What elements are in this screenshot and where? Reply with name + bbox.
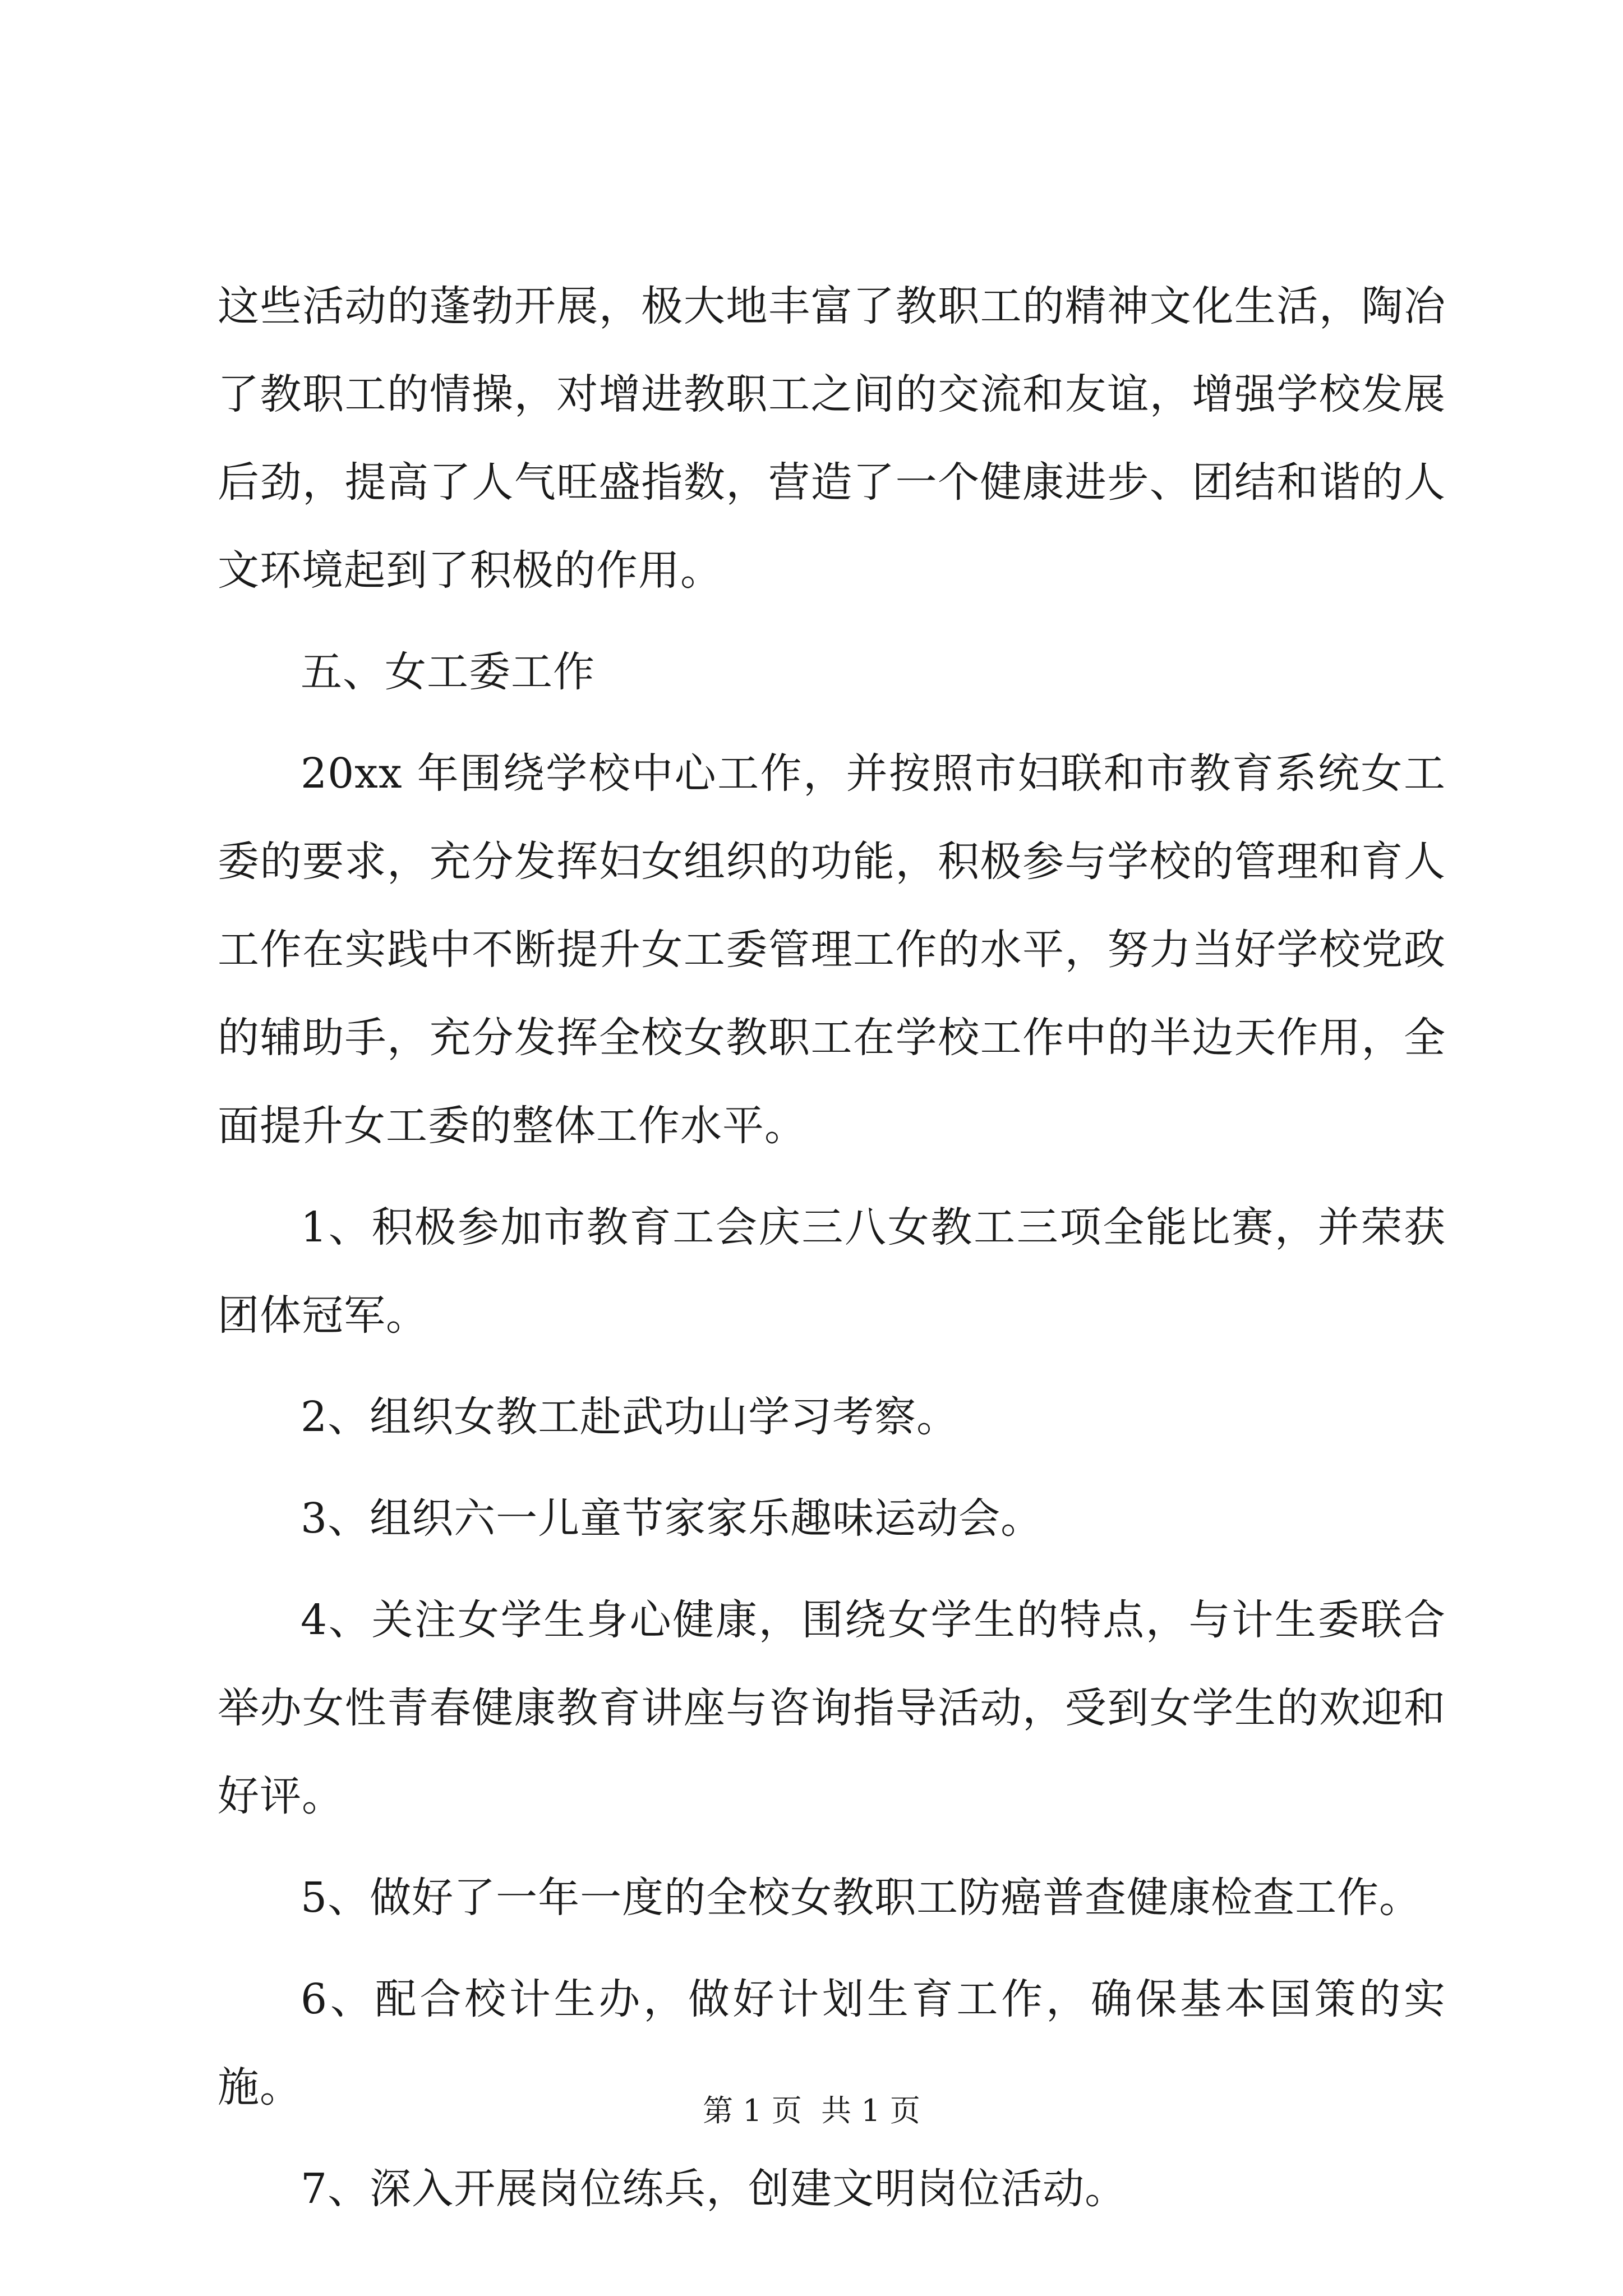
list-item-5: 5、做好了一年一度的全校女教职工防癌普查健康检查工作。 xyxy=(301,1874,1422,1922)
page-footer xyxy=(0,2087,1623,2130)
list-item-1: 1、积极参加市教育工会庆三八女教工三项全能比赛，并荣获团体冠军。 xyxy=(218,1203,1446,1340)
page-number-label: 第 1 页 共 1 页 xyxy=(703,2093,920,2128)
section-heading-womens-committee: 五、女工委工作 xyxy=(301,648,595,696)
document-body xyxy=(218,263,1446,2233)
paragraph-activities-summary: 这些活动的蓬勃开展，极大地丰富了教职工的精神文化生活，陶冶了教职工的情操，对增进教职工之间的交流和友谊，增强学校发展后劲，提高了人气旺盛指数，营造了一个健康进步、团结和谐的人文环境起到了积极的作用。 xyxy=(218,282,1446,595)
list-item-6: 6、配合校计生办，做好计划生育工作，确保基本国策的实施。 xyxy=(218,1975,1446,2111)
list-item-2: 2、组织女教工赴武功山学习考察。 xyxy=(301,1393,959,1441)
list-item-3: 3、组织六一儿童节家家乐趣味运动会。 xyxy=(301,1494,1043,1543)
list-item-7: 7、深入开展岗位练兵，创建文明岗位活动。 xyxy=(301,2165,1127,2213)
list-item-4: 4、关注女学生身心健康，围绕女学生的特点，与计生委联合举办女性青春健康教育讲座与咨询指导活动，受到女学生的欢迎和好评。 xyxy=(218,1596,1446,1820)
paragraph-womens-committee-intro: 20xx 年围绕学校中心工作，并按照市妇联和市教育系统女工委的要求，充分发挥妇女组织的功能，积极参与学校的管理和育人工作在实践中不断提升女工委管理工作的水平，努力当好学校党政的辅助手，充分发挥全校女教职工在学校工作中的半边天作用，全面提升女工委的整体工作水平。 xyxy=(218,749,1446,1150)
